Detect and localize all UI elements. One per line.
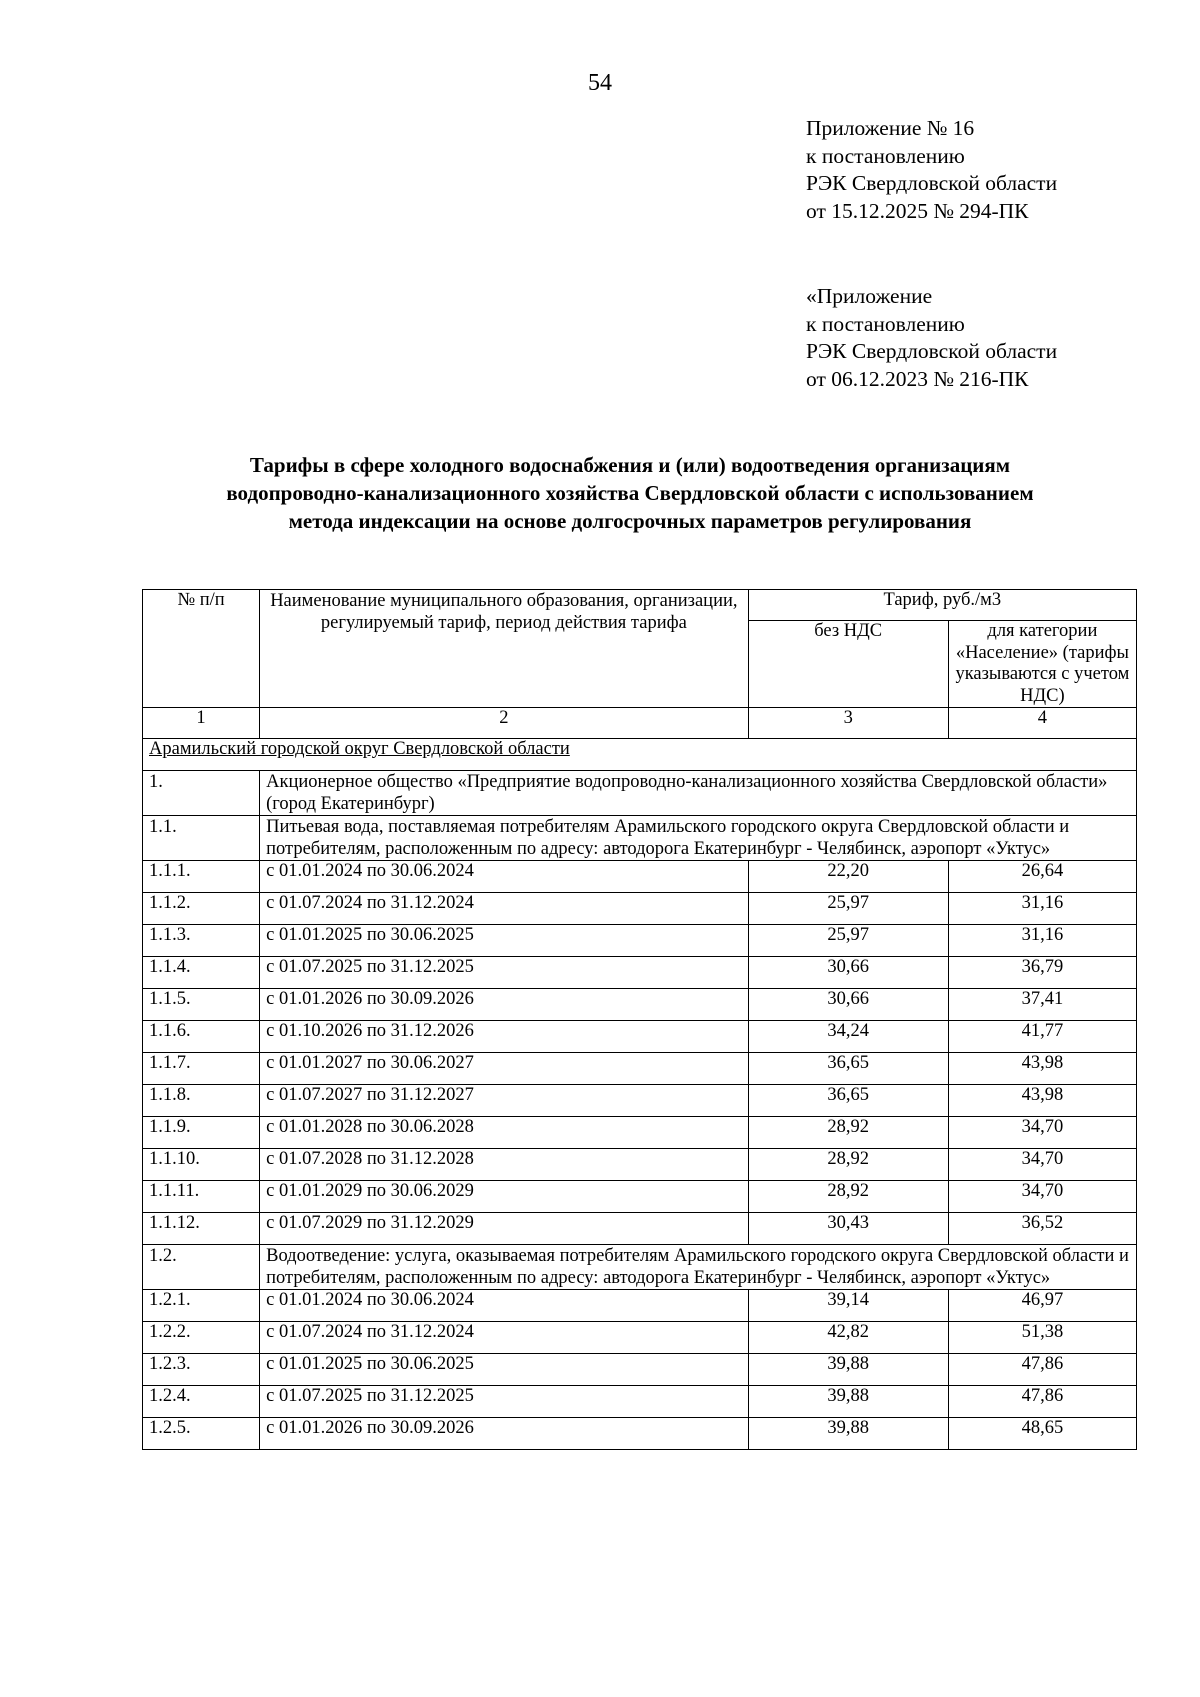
header-tariff: Тариф, руб./м3	[748, 590, 1136, 621]
row-period: с 01.07.2027 по 31.12.2027	[260, 1085, 748, 1117]
row-num: 1.2.3.	[143, 1354, 260, 1386]
row-period: с 01.07.2024 по 31.12.2024	[260, 1322, 748, 1354]
organization-name: Акционерное общество «Предприятие водопроводно-канализационного хозяйства Свердловской области» (город Екатеринбург)	[260, 771, 1137, 816]
row-num: 1.1.5.	[143, 989, 260, 1021]
table-row	[143, 1181, 1137, 1213]
row-period: с 01.01.2025 по 30.06.2025	[260, 1354, 748, 1386]
row-tariff-no-vat: 42,82	[748, 1322, 948, 1354]
row-tariff-no-vat: 28,92	[748, 1117, 948, 1149]
row-tariff-population: 34,70	[948, 1117, 1136, 1149]
column-index: 3	[748, 708, 948, 739]
appendix-current-line: от 15.12.2025 № 294-ПК	[806, 198, 1029, 223]
row-tariff-population: 51,38	[948, 1322, 1136, 1354]
header-no-vat: без НДС	[748, 621, 948, 708]
row-tariff-population: 34,70	[948, 1181, 1136, 1213]
appendix-current-line: Приложение № 16	[806, 116, 975, 140]
row-tariff-population: 26,64	[948, 861, 1136, 893]
row-tariff-population: 48,65	[948, 1418, 1136, 1450]
organization-num: 1.	[143, 771, 260, 816]
organization-row	[143, 771, 1137, 816]
row-period: с 01.01.2025 по 30.06.2025	[260, 925, 748, 957]
row-period: с 01.07.2025 по 31.12.2025	[260, 957, 748, 989]
service-num: 1.1.	[143, 816, 260, 861]
row-tariff-no-vat: 39,14	[748, 1290, 948, 1322]
appendix-original-line: РЭК Свердловской области	[806, 339, 1058, 363]
service-name: Водоотведение: услуга, оказываемая потребителям Арамильского городского округа Свердловской области и потребителям, расположенным по адресу: автодорога Екатеринбург - Челябинск, аэропорт «Уктус»	[260, 1245, 1137, 1290]
row-tariff-no-vat: 25,97	[748, 893, 948, 925]
table-row	[143, 1322, 1137, 1354]
table-row	[143, 1354, 1137, 1386]
column-index: 4	[948, 708, 1136, 739]
table-row	[143, 1290, 1137, 1322]
table-row	[143, 989, 1137, 1021]
header-name: Наименование муниципального образования, организации, регулируемый тариф, период действия тарифа	[260, 590, 748, 708]
region-name: Арамильский городской округ Свердловской области	[143, 739, 1137, 771]
column-index: 1	[143, 708, 260, 739]
row-tariff-no-vat: 22,20	[748, 861, 948, 893]
page-number: 54	[588, 70, 612, 96]
service-row	[143, 1245, 1137, 1290]
row-tariff-no-vat: 28,92	[748, 1149, 948, 1181]
table-row	[143, 1386, 1137, 1418]
appendix-current-line: к постановлению	[806, 143, 965, 168]
row-tariff-no-vat: 36,65	[748, 1085, 948, 1117]
table-row	[143, 957, 1137, 989]
row-period: с 01.07.2024 по 31.12.2024	[260, 893, 748, 925]
row-period: с 01.01.2027 по 30.06.2027	[260, 1053, 748, 1085]
row-period: с 01.07.2029 по 31.12.2029	[260, 1213, 748, 1245]
appendix-original-line: «Приложение	[806, 284, 933, 308]
row-tariff-population: 43,98	[948, 1085, 1136, 1117]
document-title-line: Тарифы в сфере холодного водоснабжения и (или) водоотведения организациям	[249, 453, 1011, 477]
row-tariff-population: 37,41	[948, 989, 1136, 1021]
row-period: с 01.07.2025 по 31.12.2025	[260, 1386, 748, 1418]
row-tariff-population: 43,98	[948, 1053, 1136, 1085]
row-num: 1.1.3.	[143, 925, 260, 957]
table-row	[143, 925, 1137, 957]
appendix-original-line: к постановлению	[806, 311, 965, 336]
table-row	[143, 861, 1137, 893]
row-tariff-no-vat: 30,43	[748, 1213, 948, 1245]
table-row	[143, 1418, 1137, 1450]
row-period: с 01.01.2026 по 30.09.2026	[260, 989, 748, 1021]
table-row	[143, 1085, 1137, 1117]
appendix-current-header	[806, 115, 1186, 225]
table-row	[143, 1213, 1137, 1245]
service-row	[143, 816, 1137, 861]
header-population: для категории «Население» (тарифы указываются с учетом НДС)	[948, 621, 1136, 708]
row-num: 1.1.9.	[143, 1117, 260, 1149]
table-row	[143, 1117, 1137, 1149]
row-num: 1.1.10.	[143, 1149, 260, 1181]
table-row	[143, 893, 1137, 925]
row-tariff-population: 36,52	[948, 1213, 1136, 1245]
row-num: 1.2.5.	[143, 1418, 260, 1450]
row-num: 1.2.2.	[143, 1322, 260, 1354]
row-num: 1.1.7.	[143, 1053, 260, 1085]
row-period: с 01.10.2026 по 31.12.2026	[260, 1021, 748, 1053]
row-tariff-population: 34,70	[948, 1149, 1136, 1181]
row-tariff-population: 36,79	[948, 957, 1136, 989]
row-tariff-no-vat: 30,66	[748, 989, 948, 1021]
row-num: 1.1.8.	[143, 1085, 260, 1117]
row-num: 1.2.4.	[143, 1386, 260, 1418]
row-tariff-population: 31,16	[948, 925, 1136, 957]
row-tariff-no-vat: 34,24	[748, 1021, 948, 1053]
tariff-table	[142, 589, 1137, 1450]
row-period: с 01.01.2028 по 30.06.2028	[260, 1117, 748, 1149]
table-row	[143, 1149, 1137, 1181]
row-tariff-population: 46,97	[948, 1290, 1136, 1322]
row-tariff-no-vat: 39,88	[748, 1418, 948, 1450]
region-row	[143, 739, 1137, 771]
row-tariff-no-vat: 28,92	[748, 1181, 948, 1213]
row-period: с 01.01.2024 по 30.06.2024	[260, 1290, 748, 1322]
row-num: 1.1.1.	[143, 861, 260, 893]
row-num: 1.1.6.	[143, 1021, 260, 1053]
document-title-line: водопроводно-канализационного хозяйства Свердловской области с использованием	[226, 481, 1034, 505]
service-num: 1.2.	[143, 1245, 260, 1290]
row-period: с 01.01.2024 по 30.06.2024	[260, 861, 748, 893]
row-tariff-population: 41,77	[948, 1021, 1136, 1053]
table-row	[143, 1053, 1137, 1085]
row-period: с 01.07.2028 по 31.12.2028	[260, 1149, 748, 1181]
row-num: 1.1.4.	[143, 957, 260, 989]
row-num: 1.1.2.	[143, 893, 260, 925]
row-tariff-no-vat: 36,65	[748, 1053, 948, 1085]
appendix-current-line: РЭК Свердловской области	[806, 171, 1058, 195]
document-title-line: метода индексации на основе долгосрочных параметров регулирования	[288, 509, 972, 533]
row-tariff-population: 31,16	[948, 893, 1136, 925]
row-tariff-population: 47,86	[948, 1354, 1136, 1386]
row-num: 1.1.12.	[143, 1213, 260, 1245]
row-num: 1.1.11.	[143, 1181, 260, 1213]
service-name: Питьевая вода, поставляемая потребителям Арамильского городского округа Свердловской области и потребителям, расположенным по адресу: автодорога Екатеринбург - Челябинск, аэропорт «Уктус»	[260, 816, 1137, 861]
table-row	[143, 1021, 1137, 1053]
column-index: 2	[260, 708, 748, 739]
row-tariff-no-vat: 30,66	[748, 957, 948, 989]
row-tariff-population: 47,86	[948, 1386, 1136, 1418]
row-num: 1.2.1.	[143, 1290, 260, 1322]
row-tariff-no-vat: 25,97	[748, 925, 948, 957]
document-title	[140, 451, 1120, 535]
appendix-original-header	[806, 283, 1186, 393]
row-period: с 01.01.2026 по 30.09.2026	[260, 1418, 748, 1450]
row-tariff-no-vat: 39,88	[748, 1354, 948, 1386]
header-num: № п/п	[143, 590, 260, 708]
appendix-original-line: от 06.12.2023 № 216-ПК	[806, 366, 1029, 391]
row-period: с 01.01.2029 по 30.06.2029	[260, 1181, 748, 1213]
row-tariff-no-vat: 39,88	[748, 1386, 948, 1418]
column-index-row	[143, 708, 1137, 739]
